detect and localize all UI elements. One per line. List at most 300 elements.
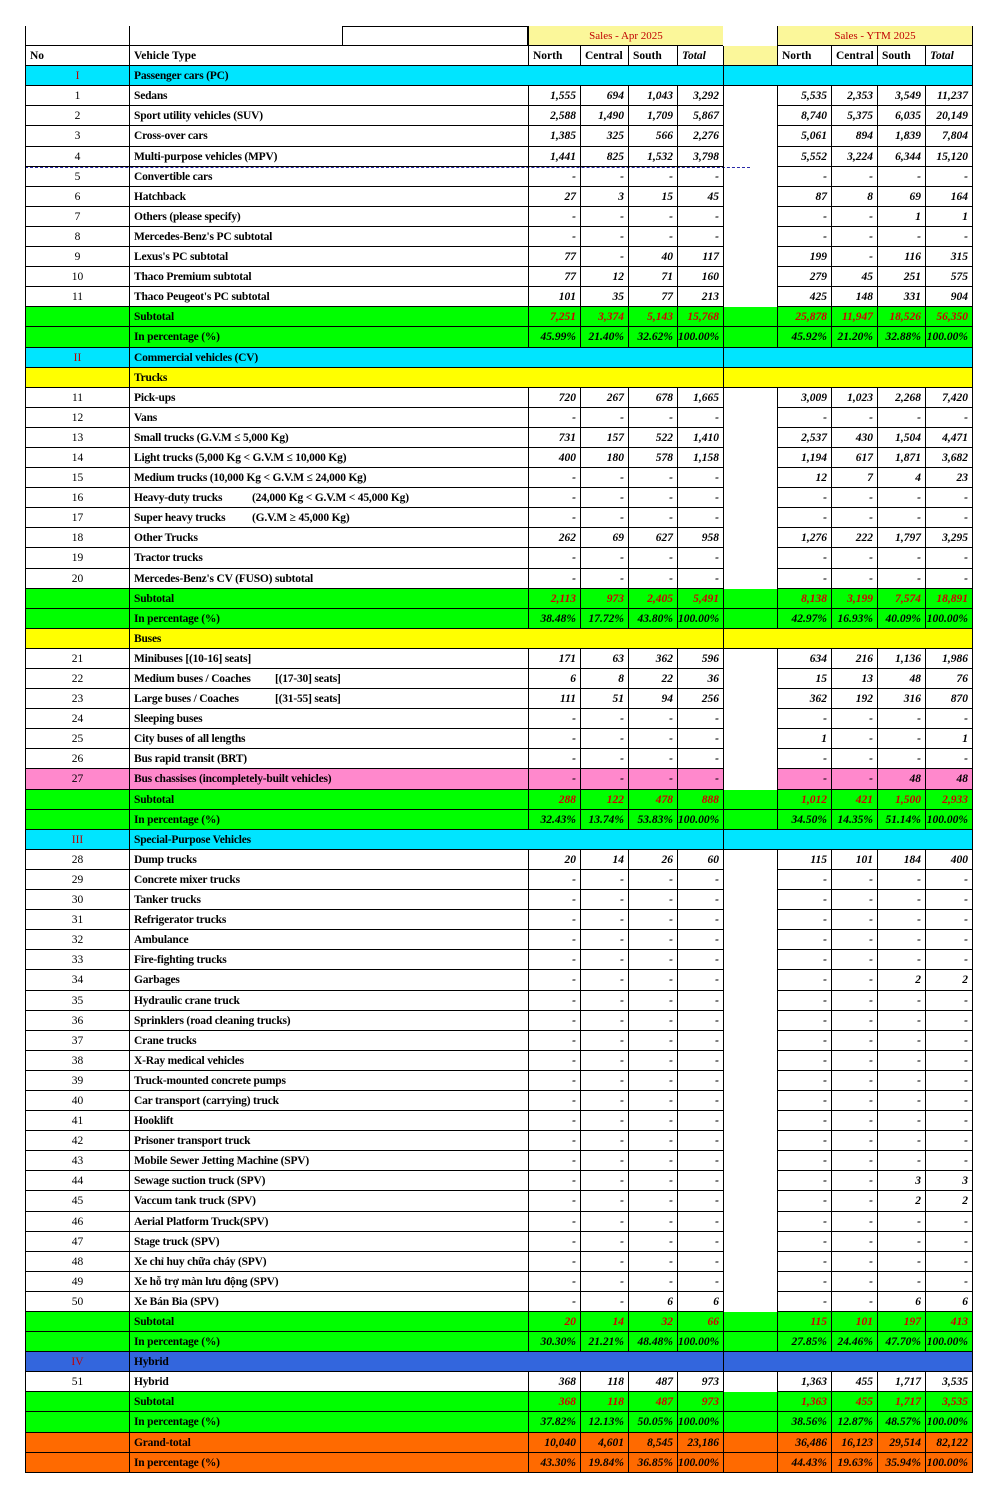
- ytm-value-north: -: [777, 910, 831, 930]
- apr-value-central: -: [580, 1011, 628, 1031]
- vehicle-type-label-main: Super heavy trucks: [134, 512, 226, 525]
- row-number: 1: [25, 86, 129, 106]
- apr-value-south: 487: [628, 1372, 677, 1392]
- ytm-value-north: 1,363: [777, 1372, 831, 1392]
- apr-value-total: 100.00%: [677, 327, 723, 347]
- ytm-value-total: -: [925, 1131, 973, 1151]
- apr-value-total: -: [677, 548, 723, 568]
- apr-value-total: 1,665: [677, 388, 723, 408]
- apr-value-north: -: [528, 167, 580, 187]
- apr-value-north: 2,113: [528, 589, 580, 609]
- table-row: [25, 368, 975, 388]
- row-number: 8: [25, 227, 129, 247]
- apr-value-north: 6: [528, 669, 580, 689]
- ytm-value-north: -: [777, 1031, 831, 1051]
- row-number: 32: [25, 930, 129, 950]
- table-row: [25, 267, 975, 287]
- ytm-value-south: 1,717: [877, 1372, 925, 1392]
- apr-value-total: 45: [677, 187, 723, 207]
- ytm-value-north: -: [777, 870, 831, 890]
- ytm-value-total: 4,471: [925, 428, 973, 448]
- apr-value-north: -: [528, 890, 580, 910]
- apr-value-central: [580, 830, 628, 850]
- apr-value-south: -: [628, 167, 677, 187]
- apr-value-north: 1,385: [528, 126, 580, 146]
- apr-value-south: [628, 830, 677, 850]
- header-blank: [129, 26, 342, 46]
- apr-value-south: -: [628, 910, 677, 930]
- ytm-value-north: -: [777, 1232, 831, 1252]
- row-number: 35: [25, 991, 129, 1011]
- apr-value-total: -: [677, 769, 723, 789]
- row-number: IV: [25, 1352, 129, 1372]
- apr-value-south: -: [628, 1071, 677, 1091]
- vehicle-type-label-spec: (24,000 Kg < G.V.M < 45,000 Kg): [252, 492, 409, 505]
- row-number: 20: [25, 569, 129, 589]
- apr-value-central: -: [580, 870, 628, 890]
- ytm-value-south: 4: [877, 468, 925, 488]
- ytm-value-north: 38.56%: [777, 1412, 831, 1432]
- ytm-value-central: -: [831, 970, 877, 990]
- table-row: [25, 810, 975, 830]
- ytm-value-north: 8,138: [777, 589, 831, 609]
- ytm-value-central: -: [831, 950, 877, 970]
- apr-value-central: [580, 1352, 628, 1372]
- table-row: [25, 86, 975, 106]
- ytm-value-south: -: [877, 991, 925, 1011]
- ytm-value-south: -: [877, 1091, 925, 1111]
- ytm-value-central: -: [831, 569, 877, 589]
- apr-value-central: -: [580, 227, 628, 247]
- vehicle-type-label: Lexus's PC subtotal: [129, 247, 528, 267]
- table-row: [25, 649, 975, 669]
- ytm-value-central: 101: [831, 850, 877, 870]
- table-row: [25, 1111, 975, 1131]
- table-row: [25, 1171, 975, 1191]
- apr-value-south: -: [628, 1212, 677, 1232]
- ytm-value-central: -: [831, 1232, 877, 1252]
- apr-value-north: 27: [528, 187, 580, 207]
- vehicle-type-label: Stage truck (SPV): [129, 1232, 528, 1252]
- table-row: [25, 830, 975, 850]
- ytm-value-north: -: [777, 1292, 831, 1312]
- apr-value-north: 368: [528, 1372, 580, 1392]
- vehicle-type-label: Bus rapid transit (BRT): [129, 749, 528, 769]
- apr-value-central: -: [580, 167, 628, 187]
- apr-value-south: 362: [628, 649, 677, 669]
- gap-cell: [723, 850, 777, 870]
- apr-value-total: -: [677, 1071, 723, 1091]
- vehicle-type-label: Hybrid: [129, 1372, 528, 1392]
- row-number: 15: [25, 468, 129, 488]
- apr-value-total: -: [677, 870, 723, 890]
- ytm-value-central: 12.87%: [831, 1412, 877, 1432]
- apr-value-central: -: [580, 1171, 628, 1191]
- ytm-value-total: -: [925, 749, 973, 769]
- vehicle-type-label: Commercial vehicles (CV): [129, 348, 528, 368]
- ytm-value-central: -: [831, 167, 877, 187]
- apr-value-south: 478: [628, 790, 677, 810]
- ytm-value-total: 1: [925, 207, 973, 227]
- ytm-value-central: -: [831, 207, 877, 227]
- apr-value-north: -: [528, 569, 580, 589]
- ytm-value-north: -: [777, 1091, 831, 1111]
- ytm-value-north: -: [777, 1151, 831, 1171]
- apr-value-north: -: [528, 930, 580, 950]
- ytm-value-central: [831, 1352, 877, 1372]
- apr-value-north: -: [528, 1011, 580, 1031]
- table-row: [25, 1191, 975, 1211]
- ytm-value-central: 11,947: [831, 307, 877, 327]
- ytm-value-north: 5,552: [777, 147, 831, 167]
- apr-value-south: -: [628, 1111, 677, 1131]
- ytm-value-south: 1: [877, 207, 925, 227]
- apr-value-north: -: [528, 1171, 580, 1191]
- apr-value-central: -: [580, 1111, 628, 1131]
- gap-cell: [723, 1332, 777, 1352]
- apr-value-total: 1,158: [677, 448, 723, 468]
- apr-value-central: 35: [580, 287, 628, 307]
- apr-value-central: 157: [580, 428, 628, 448]
- apr-value-central: -: [580, 749, 628, 769]
- apr-value-south: [628, 368, 677, 388]
- vehicle-type-label: Sleeping buses: [129, 709, 528, 729]
- vehicle-type-label: Grand-total: [129, 1433, 528, 1453]
- apr-value-south: -: [628, 769, 677, 789]
- apr-value-central: -: [580, 970, 628, 990]
- apr-value-north: 400: [528, 448, 580, 468]
- ytm-value-north: -: [777, 1191, 831, 1211]
- apr-value-total: -: [677, 508, 723, 528]
- apr-value-south: 32: [628, 1312, 677, 1332]
- gap-cell: [723, 970, 777, 990]
- gap-cell: [723, 287, 777, 307]
- apr-value-total: -: [677, 1111, 723, 1131]
- apr-value-central: 12.13%: [580, 1412, 628, 1432]
- ytm-value-south: 48.57%: [877, 1412, 925, 1432]
- ytm-value-south: -: [877, 569, 925, 589]
- apr-value-total: 3,292: [677, 86, 723, 106]
- ytm-value-north: -: [777, 488, 831, 508]
- apr-col-header-total: Total: [677, 46, 723, 66]
- apr-value-north: [528, 368, 580, 388]
- apr-value-north: 38.48%: [528, 609, 580, 629]
- apr-value-total: -: [677, 970, 723, 990]
- vehicle-type-label: Others (please specify): [129, 207, 528, 227]
- gap-cell: [723, 267, 777, 287]
- gap-cell: [723, 528, 777, 548]
- vehicle-type-label: In percentage (%): [129, 1412, 528, 1432]
- ytm-value-total: 100.00%: [925, 609, 973, 629]
- ytm-value-south: 6,344: [877, 147, 925, 167]
- gap-cell: [723, 448, 777, 468]
- gap-cell: [723, 830, 777, 850]
- table-row: [25, 548, 975, 568]
- ytm-value-total: 870: [925, 689, 973, 709]
- apr-value-central: -: [580, 247, 628, 267]
- apr-value-central: -: [580, 1252, 628, 1272]
- apr-value-central: 973: [580, 589, 628, 609]
- ytm-value-total: -: [925, 167, 973, 187]
- apr-value-north: -: [528, 1151, 580, 1171]
- apr-value-north: 288: [528, 790, 580, 810]
- apr-value-central: 325: [580, 126, 628, 146]
- vehicle-type-label: Pick-ups: [129, 388, 528, 408]
- header-blank: [25, 26, 129, 46]
- apr-value-central: 69: [580, 528, 628, 548]
- apr-value-total: 100.00%: [677, 1453, 723, 1473]
- ytm-value-north: [777, 66, 831, 86]
- ytm-value-south: -: [877, 488, 925, 508]
- apr-value-total: 66: [677, 1312, 723, 1332]
- ytm-value-total: 413: [925, 1312, 973, 1332]
- ytm-value-south: 2: [877, 1191, 925, 1211]
- ytm-value-south: -: [877, 1272, 925, 1292]
- apr-value-total: -: [677, 408, 723, 428]
- apr-value-south: 71: [628, 267, 677, 287]
- ytm-value-central: -: [831, 769, 877, 789]
- apr-value-north: -: [528, 769, 580, 789]
- ytm-col-header-central: Central: [831, 46, 877, 66]
- apr-col-header-south: South: [628, 46, 677, 66]
- ytm-value-total: [925, 1352, 973, 1372]
- apr-value-south: [628, 1352, 677, 1372]
- vehicle-type-label: Vans: [129, 408, 528, 428]
- gap-cell: [723, 327, 777, 347]
- row-number: 34: [25, 970, 129, 990]
- table-row: [25, 1011, 975, 1031]
- ytm-value-south: 1,839: [877, 126, 925, 146]
- ytm-value-central: 21.20%: [831, 327, 877, 347]
- row-number: 17: [25, 508, 129, 528]
- apr-value-south: 77: [628, 287, 677, 307]
- ytm-value-total: 23: [925, 468, 973, 488]
- vehicle-type-label: Aerial Platform Truck(SPV): [129, 1212, 528, 1232]
- ytm-value-central: [831, 66, 877, 86]
- gap-cell: [723, 86, 777, 106]
- ytm-value-central: -: [831, 1272, 877, 1292]
- gap-cell: [723, 1292, 777, 1312]
- vehicle-type-label: In percentage (%): [129, 1453, 528, 1473]
- apr-value-south: -: [628, 970, 677, 990]
- vehicle-type-label: Buses: [129, 629, 528, 649]
- vehicle-type-label-spec: [(17-30] seats]: [275, 673, 341, 685]
- vehicle-type-label: Fire-fighting trucks: [129, 950, 528, 970]
- row-number: 28: [25, 850, 129, 870]
- apr-value-south: 2,405: [628, 589, 677, 609]
- apr-value-total: -: [677, 950, 723, 970]
- apr-value-north: -: [528, 910, 580, 930]
- table-row: [25, 609, 975, 629]
- apr-value-central: -: [580, 1091, 628, 1111]
- row-number: 10: [25, 267, 129, 287]
- ytm-value-south: -: [877, 1232, 925, 1252]
- apr-value-central: -: [580, 930, 628, 950]
- ytm-value-north: -: [777, 207, 831, 227]
- vehicle-type-label: [129, 689, 528, 709]
- ytm-value-central: -: [831, 1031, 877, 1051]
- ytm-value-central: -: [831, 709, 877, 729]
- ytm-value-north: -: [777, 227, 831, 247]
- apr-value-south: 22: [628, 669, 677, 689]
- row-number: [25, 589, 129, 609]
- ytm-value-north: [777, 830, 831, 850]
- gap-cell: [723, 1212, 777, 1232]
- vehicle-type-label: Special-Purpose Vehicles: [129, 830, 528, 850]
- ytm-value-total: -: [925, 1232, 973, 1252]
- table-row: [25, 468, 975, 488]
- apr-period-title: Sales - Apr 2025: [528, 26, 723, 46]
- row-number: 44: [25, 1171, 129, 1191]
- table-row: [25, 669, 975, 689]
- ytm-value-total: -: [925, 890, 973, 910]
- table-row: [25, 528, 975, 548]
- ytm-value-south: 6: [877, 1292, 925, 1312]
- apr-value-south: -: [628, 548, 677, 568]
- ytm-value-total: -: [925, 1031, 973, 1051]
- row-number: 37: [25, 1031, 129, 1051]
- ytm-value-central: -: [831, 870, 877, 890]
- ytm-value-total: [925, 830, 973, 850]
- table-row: [25, 1051, 975, 1071]
- apr-value-north: -: [528, 970, 580, 990]
- ytm-value-central: 24.46%: [831, 1332, 877, 1352]
- ytm-value-central: [831, 629, 877, 649]
- ytm-value-total: -: [925, 870, 973, 890]
- gap-cell: [723, 729, 777, 749]
- ytm-value-north: 1,363: [777, 1392, 831, 1412]
- ytm-value-south: 3: [877, 1171, 925, 1191]
- apr-value-central: 4,601: [580, 1433, 628, 1453]
- ytm-value-south: 48: [877, 769, 925, 789]
- gap-cell: [723, 1171, 777, 1191]
- apr-value-south: -: [628, 408, 677, 428]
- apr-value-total: 5,491: [677, 589, 723, 609]
- row-number: 51: [25, 1372, 129, 1392]
- apr-value-south: -: [628, 569, 677, 589]
- vehicle-type-label: Sport utility vehicles (SUV): [129, 106, 528, 126]
- apr-value-total: 973: [677, 1372, 723, 1392]
- row-number: [25, 1312, 129, 1332]
- apr-value-total: -: [677, 1031, 723, 1051]
- apr-value-south: 627: [628, 528, 677, 548]
- vehicle-type-label: Xe chỉ huy chữa cháy (SPV): [129, 1252, 528, 1272]
- table-row: [25, 1232, 975, 1252]
- ytm-value-central: -: [831, 729, 877, 749]
- apr-value-south: 1,043: [628, 86, 677, 106]
- apr-value-north: -: [528, 1252, 580, 1272]
- ytm-value-north: 425: [777, 287, 831, 307]
- ytm-value-south: 1,500: [877, 790, 925, 810]
- gap-cell: [723, 508, 777, 528]
- gap-cell: [723, 388, 777, 408]
- vehicle-type-label: Trucks: [129, 368, 528, 388]
- vehicle-type-label: Concrete mixer trucks: [129, 870, 528, 890]
- ytm-value-south: 251: [877, 267, 925, 287]
- apr-value-total: 213: [677, 287, 723, 307]
- vehicle-type-label: Mercedes-Benz's CV (FUSO) subtotal: [129, 569, 528, 589]
- row-number: 21: [25, 649, 129, 669]
- ytm-value-total: 2: [925, 1191, 973, 1211]
- apr-value-total: 117: [677, 247, 723, 267]
- ytm-value-total: 3: [925, 1171, 973, 1191]
- apr-value-central: -: [580, 1071, 628, 1091]
- gap-cell: [723, 187, 777, 207]
- row-number: 12: [25, 408, 129, 428]
- ytm-value-south: -: [877, 729, 925, 749]
- ytm-value-south: 116: [877, 247, 925, 267]
- apr-value-north: 262: [528, 528, 580, 548]
- vehicle-type-label: Dump trucks: [129, 850, 528, 870]
- ytm-value-total: 7,804: [925, 126, 973, 146]
- ytm-value-total: -: [925, 1071, 973, 1091]
- row-number: 18: [25, 528, 129, 548]
- apr-value-south: -: [628, 709, 677, 729]
- table-row: [25, 1292, 975, 1312]
- apr-value-south: 1,709: [628, 106, 677, 126]
- ytm-value-north: 199: [777, 247, 831, 267]
- ytm-value-north: [777, 629, 831, 649]
- gap-cell: [723, 1031, 777, 1051]
- apr-value-north: -: [528, 749, 580, 769]
- ytm-value-north: -: [777, 991, 831, 1011]
- vehicle-type-label: In percentage (%): [129, 1332, 528, 1352]
- table-row: [25, 1433, 975, 1453]
- ytm-value-central: 7: [831, 468, 877, 488]
- apr-value-total: -: [677, 1212, 723, 1232]
- row-number: 41: [25, 1111, 129, 1131]
- ytm-value-south: -: [877, 910, 925, 930]
- apr-value-north: 32.43%: [528, 810, 580, 830]
- apr-value-total: 100.00%: [677, 810, 723, 830]
- vehicle-type-label-main: Large buses / Coaches: [134, 693, 239, 706]
- gap-cell: [723, 348, 777, 368]
- table-row: [25, 729, 975, 749]
- ytm-value-total: 6: [925, 1292, 973, 1312]
- apr-value-total: -: [677, 1151, 723, 1171]
- vehicle-type-label: Refrigerator trucks: [129, 910, 528, 930]
- ytm-col-header-south: South: [877, 46, 925, 66]
- apr-value-total: 100.00%: [677, 1412, 723, 1432]
- row-number: 14: [25, 448, 129, 468]
- ytm-value-south: 2: [877, 970, 925, 990]
- table-row: [25, 910, 975, 930]
- table-row: [25, 207, 975, 227]
- apr-value-central: 14: [580, 1312, 628, 1332]
- ytm-value-south: -: [877, 890, 925, 910]
- apr-value-south: -: [628, 1252, 677, 1272]
- apr-value-total: [677, 1352, 723, 1372]
- apr-value-central: 122: [580, 790, 628, 810]
- ytm-value-north: 115: [777, 850, 831, 870]
- ytm-value-central: -: [831, 1131, 877, 1151]
- gap-cell: [723, 66, 777, 86]
- apr-value-central: 12: [580, 267, 628, 287]
- apr-value-central: 3,374: [580, 307, 628, 327]
- apr-value-total: -: [677, 488, 723, 508]
- ytm-value-south: -: [877, 930, 925, 950]
- apr-value-north: [528, 830, 580, 850]
- apr-value-central: -: [580, 769, 628, 789]
- ytm-value-south: -: [877, 1131, 925, 1151]
- ytm-value-central: [831, 368, 877, 388]
- apr-value-south: 678: [628, 388, 677, 408]
- ytm-value-total: -: [925, 488, 973, 508]
- apr-value-south: -: [628, 1091, 677, 1111]
- ytm-value-north: -: [777, 1212, 831, 1232]
- ytm-value-total: 575: [925, 267, 973, 287]
- ytm-value-north: -: [777, 1252, 831, 1272]
